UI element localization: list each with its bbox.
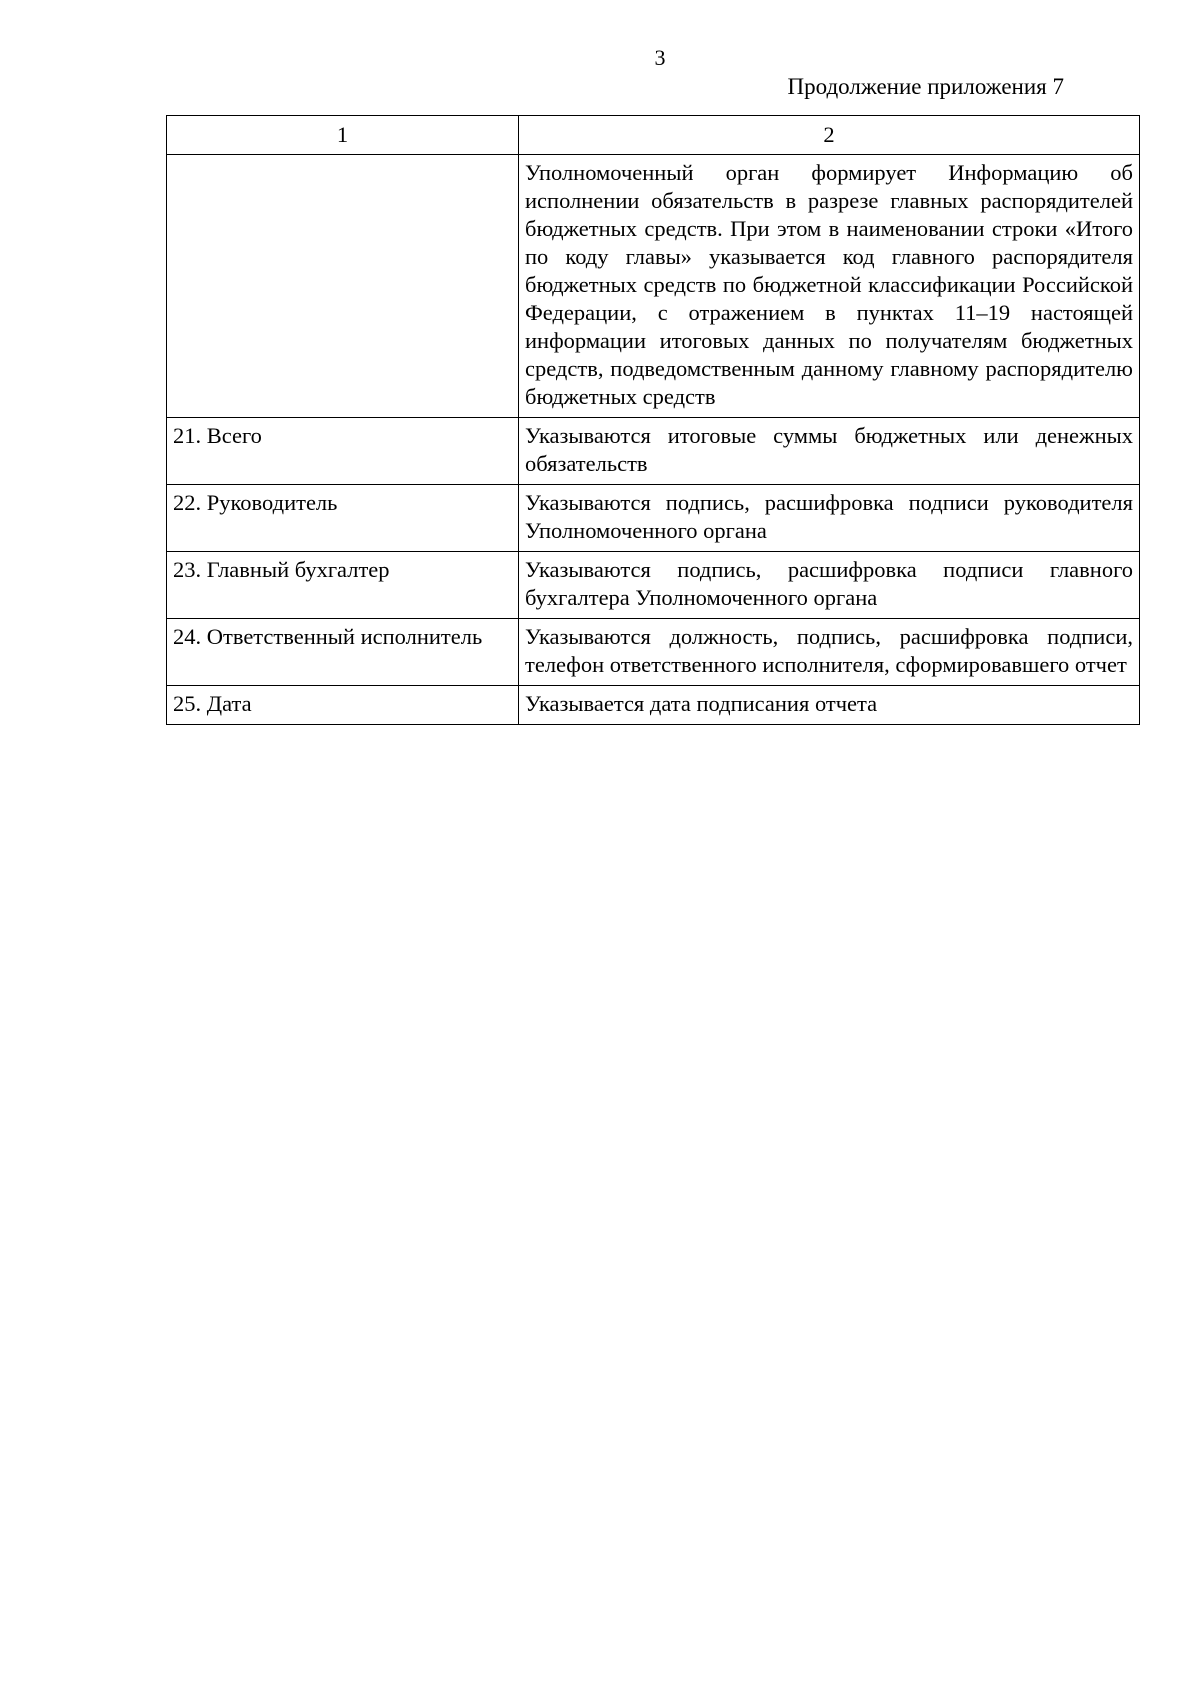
row-description: Указывается дата подписания отчета <box>519 686 1140 725</box>
table-header-row <box>167 116 1140 155</box>
row-label <box>167 155 519 418</box>
table-row <box>167 619 1140 686</box>
row-description: Указываются подпись, расшифровка подписи главного бухгалтера Уполномоченного органа <box>519 552 1140 619</box>
table-row <box>167 418 1140 485</box>
column-header: 2 <box>519 116 1140 155</box>
row-label: 25. Дата <box>167 686 519 725</box>
row-description: Уполномоченный орган формирует Информацию об исполнении обязательств в разрезе главных распорядителей бюджетных средств. При этом в наименовании строки «Итого по коду главы» указывается код главного распорядителя бюджетных средств по бюджетной классификации Российской Федерации, с отражением в пунктах 11–19 настоящей информации итоговых данных по получателям бюджетных средств, подведомственным данному главному распорядителю бюджетных средств <box>519 155 1140 418</box>
table-row <box>167 552 1140 619</box>
row-label: 24. Ответственный исполнитель <box>167 619 519 686</box>
appendix-table <box>166 115 1140 725</box>
row-description: Указываются итоговые суммы бюджетных или денежных обязательств <box>519 418 1140 485</box>
table-row <box>167 686 1140 725</box>
row-label: 21. Всего <box>167 418 519 485</box>
row-label: 22. Руководитель <box>167 485 519 552</box>
table-row <box>167 485 1140 552</box>
row-description: Указываются подпись, расшифровка подписи руководителя Уполномоченного органа <box>519 485 1140 552</box>
row-description: Указываются должность, подпись, расшифровка подписи, телефон ответственного исполнителя, сформировавшего отчет <box>519 619 1140 686</box>
appendix-caption: Продолжение приложения 7 <box>787 74 1064 99</box>
row-label: 23. Главный бухгалтер <box>167 552 519 619</box>
page-number: 3 <box>654 45 666 70</box>
table-row <box>167 155 1140 418</box>
column-header: 1 <box>167 116 519 155</box>
